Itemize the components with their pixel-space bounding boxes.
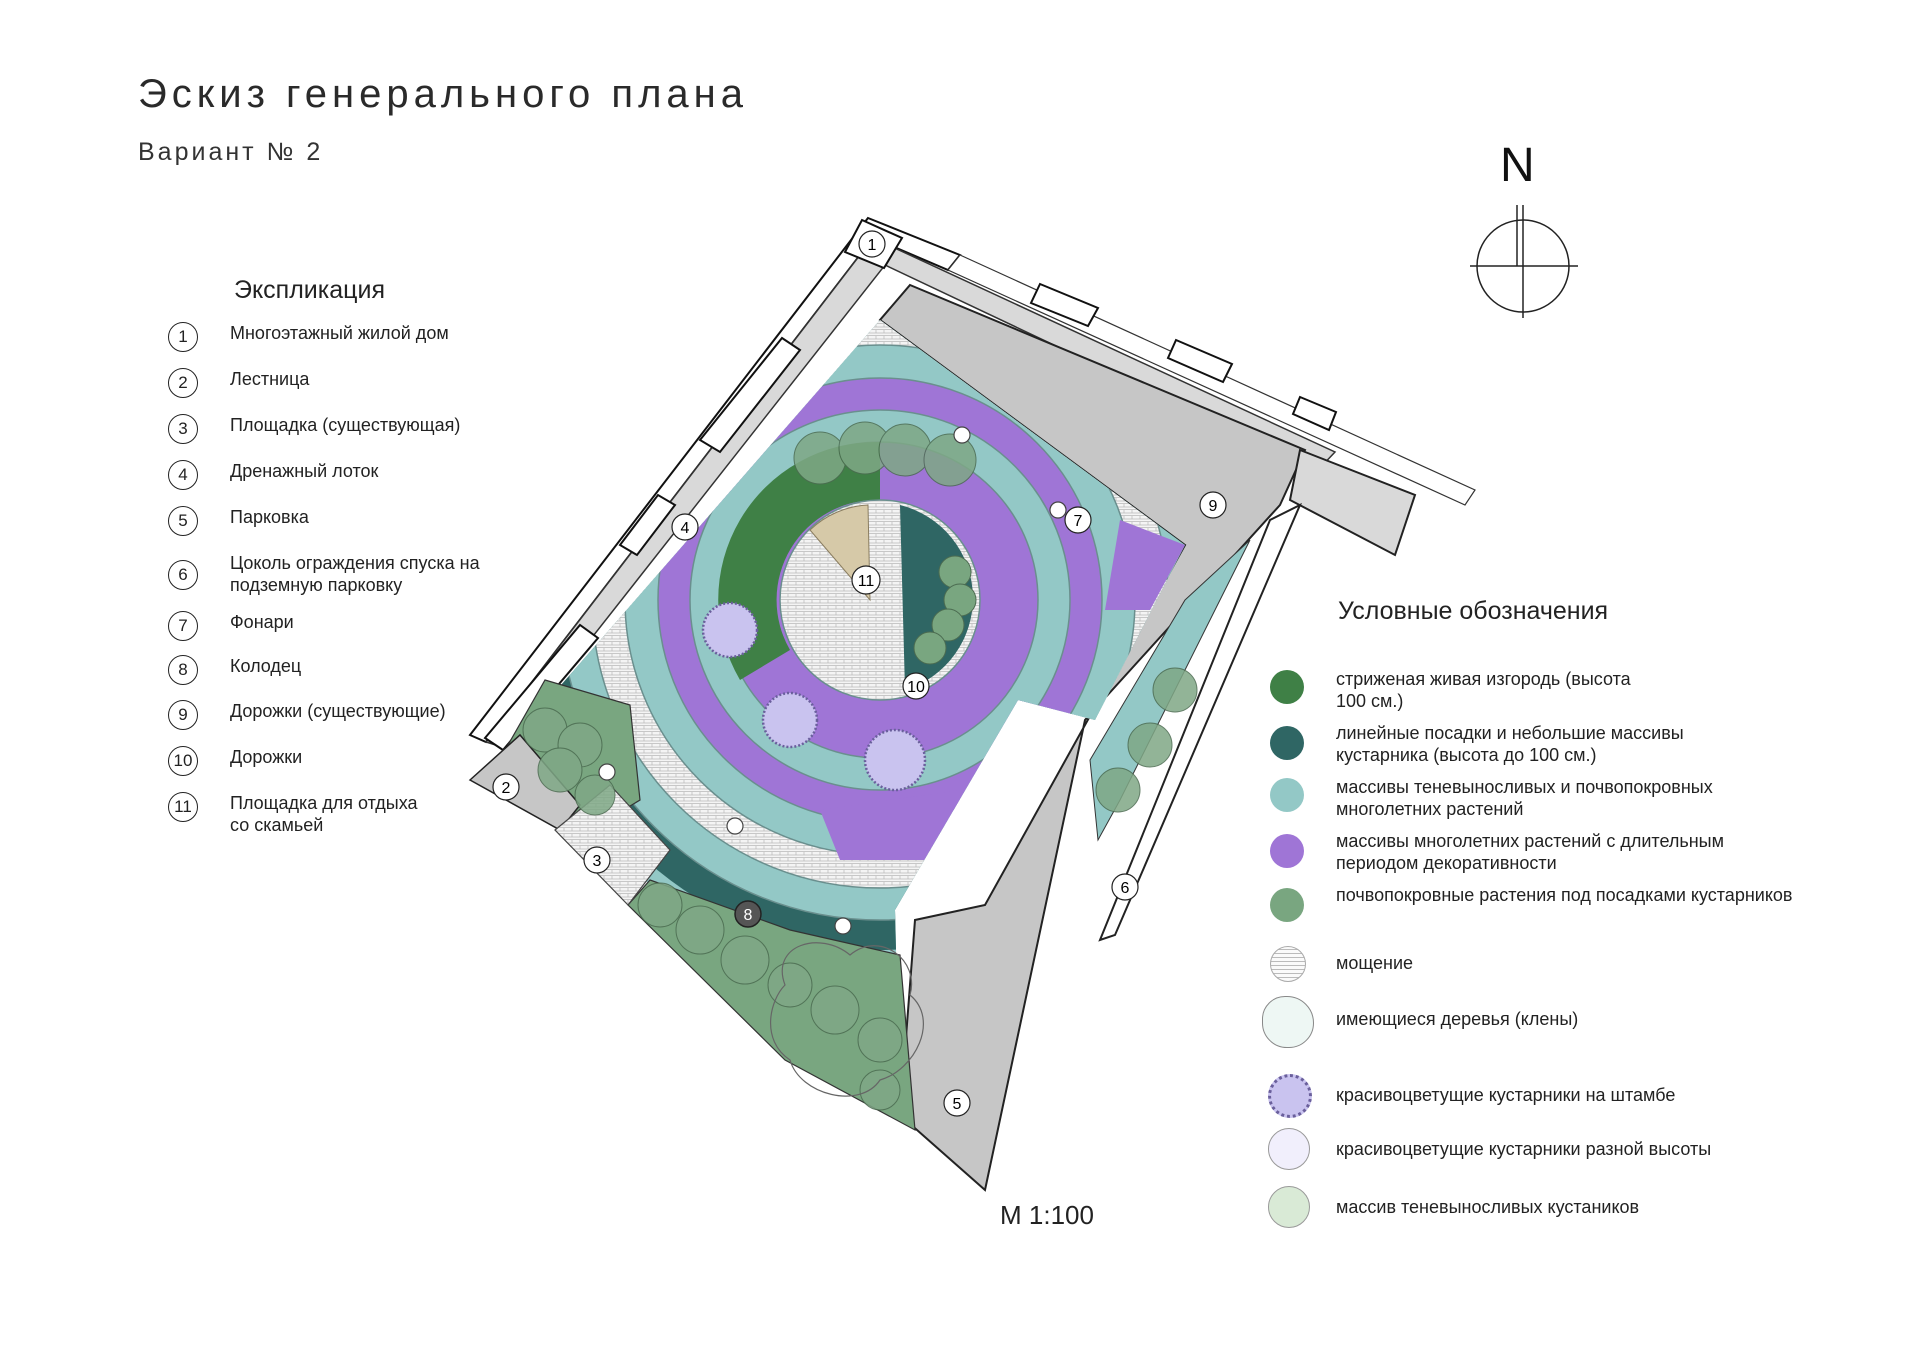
hedge-swatch-icon	[1270, 670, 1304, 704]
explication-label: Колодец	[230, 656, 302, 676]
explication-item	[168, 696, 528, 736]
flowering-shrub-icon	[1268, 1128, 1310, 1170]
marker-5	[944, 1090, 970, 1116]
marker-3	[584, 847, 610, 873]
svg-text:9: 9	[1208, 498, 1218, 515]
svg-text:1: 1	[867, 237, 877, 254]
explication-label: Многоэтажный жилой дом	[230, 323, 449, 343]
north-arrow-icon	[1470, 205, 1578, 318]
shade-shrub-icon	[1268, 1186, 1310, 1228]
explication-item	[168, 742, 528, 782]
explication-label: Лестница	[230, 369, 310, 389]
svg-text:10: 10	[907, 679, 925, 696]
shade-perennial-swatch-icon	[1270, 778, 1304, 812]
explication-number: 4	[168, 460, 198, 490]
explication-label: Парковка	[230, 507, 309, 527]
legend-label: красивоцветущие кустарники на штамбе	[1336, 1085, 1676, 1105]
explication-item	[168, 318, 528, 358]
svg-text:8: 8	[743, 907, 753, 924]
legend-label: массив теневыносливых кустаников	[1336, 1197, 1640, 1217]
scale-label: М 1:100	[1000, 1200, 1094, 1230]
legend-label: почвопокровные растения под посадками кустарников	[1336, 885, 1793, 905]
explication-item	[168, 788, 528, 838]
explication-item	[168, 456, 528, 496]
explication-number: 2	[168, 368, 198, 398]
explication-number: 3	[168, 414, 198, 444]
explication-item	[168, 410, 528, 450]
explication-number: 7	[168, 611, 198, 641]
marker-1	[859, 231, 885, 257]
legend-label: стриженая живая изгородь (высота 100 см.)	[1336, 669, 1631, 711]
explication-label: Дренажный лоток	[230, 461, 379, 481]
svg-text:3: 3	[592, 853, 602, 870]
legend-label: красивоцветущие кустарники разной высоты	[1336, 1139, 1712, 1159]
legend-label: массивы теневыносливых и почвопокровных многолетних растений	[1336, 777, 1713, 819]
marker-8	[744, 907, 753, 924]
page-title: Эскиз генерального плана	[138, 72, 748, 116]
svg-text:5: 5	[952, 1096, 962, 1113]
svg-text:7: 7	[1073, 513, 1083, 530]
explication-label: Цоколь ограждения спуска на подземную парковку	[230, 553, 480, 595]
explication-number: 8	[168, 655, 198, 685]
shrub-swatch-icon	[1270, 726, 1304, 760]
svg-text:6: 6	[1120, 880, 1130, 897]
marker-4	[672, 514, 698, 540]
north-letter: N	[1500, 139, 1535, 192]
legend-label: мощение	[1336, 953, 1414, 973]
explication-item	[168, 502, 528, 542]
svg-text:4: 4	[680, 520, 690, 537]
legend-label: массивы многолетних растений с длительным периодом декоративности	[1336, 831, 1724, 873]
perennial-swatch-icon	[1270, 834, 1304, 868]
explication-label: Площадка для отдыха со скамьей	[230, 793, 418, 835]
marker-11	[852, 566, 880, 594]
marker-6	[1112, 874, 1138, 900]
groundcover-swatch-icon	[1270, 888, 1304, 922]
tree-icon	[1262, 996, 1314, 1048]
explication-item	[168, 548, 528, 598]
explication-number: 6	[168, 560, 198, 590]
marker-7	[1065, 507, 1091, 533]
svg-text:2: 2	[501, 780, 511, 797]
explication-label: Площадка (существующая)	[230, 415, 461, 435]
explication-number: 11	[168, 792, 198, 822]
standard-shrub-icon	[1268, 1074, 1312, 1118]
explication-item	[168, 364, 528, 404]
explication-item	[168, 651, 528, 691]
legend-label: линейные посадки и небольшие массивы кустарника (высота до 100 см.)	[1336, 723, 1684, 765]
page-subtitle: Вариант № 2	[138, 138, 324, 166]
explication-number: 5	[168, 506, 198, 536]
marker-9	[1200, 492, 1226, 518]
paving-swatch-icon	[1270, 946, 1306, 982]
marker-10	[903, 673, 929, 699]
svg-text:11: 11	[857, 573, 875, 590]
explication-number: 10	[168, 746, 198, 776]
explication-label: Дорожки	[230, 747, 303, 767]
explication-item	[168, 607, 528, 647]
legend-label: имеющиеся деревья (клены)	[1336, 1009, 1579, 1029]
explication-label: Дорожки (существующие)	[230, 701, 446, 721]
explication-label: Фонари	[230, 612, 294, 632]
explication-number: 1	[168, 322, 198, 352]
legend-title: Условные обозначения	[1338, 597, 1609, 625]
explication-number: 9	[168, 700, 198, 730]
explication-title: Экспликация	[234, 276, 385, 304]
